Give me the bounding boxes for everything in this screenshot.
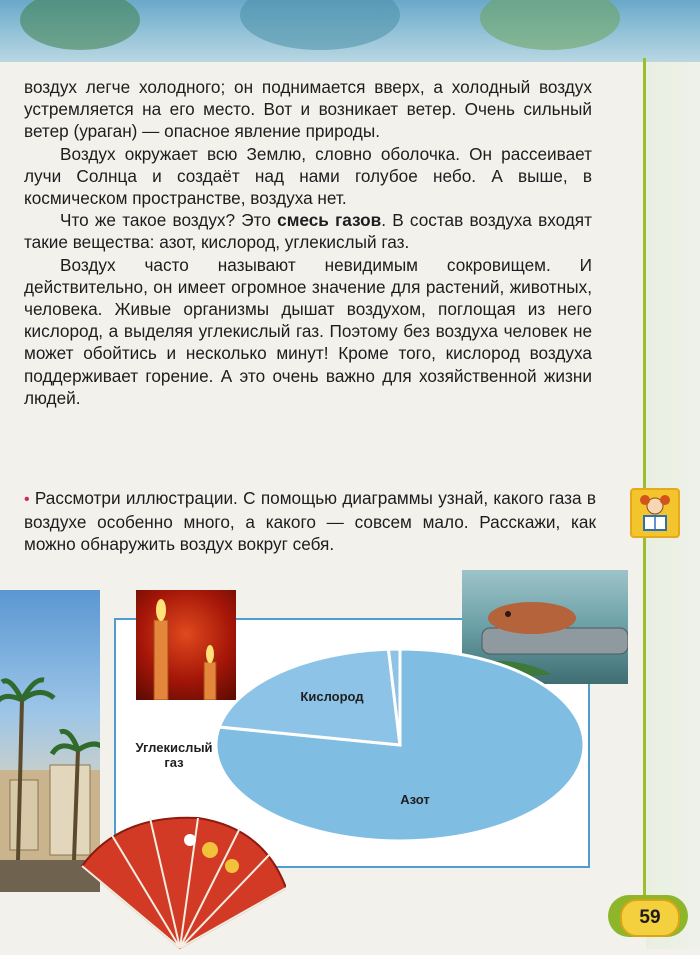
- paragraph-gas-mixture-start: Что же такое воздух? Это: [60, 210, 278, 231]
- pie-label-1: Азот: [400, 792, 430, 807]
- red-fan-illustration: [80, 810, 286, 950]
- paragraph-invisible-treasure: Воздух часто называют невидимым сокровищем. И действительно, он имеет огромное значение для растений, животных, человека. Живые организмы дышат воздухом, поглощая из него кислород, а выделяя углекислый газ. Поэтому без воздуха человек не может обойтись и несколько минут! Кроме того, кислород воздуха поддерживает горение. А это очень важно для хозяйственной жизни людей.: [24, 254, 592, 408]
- term-gas-mixture: смесь газов: [277, 210, 382, 231]
- task-bullet: •: [24, 491, 30, 508]
- page-number: 59: [620, 899, 680, 937]
- task-text: Рассмотри иллюстрации. С помощью диаграммы узнай, какого газа в воздухе особенно много, а какого — совсем мало. Расскажи, как можно обнаружить воздух вокруг себя.: [24, 488, 596, 555]
- pie-label-2: Кислород: [300, 689, 364, 704]
- paragraph-wind: воздух легче холодного; он поднимается вверх, а холодный воздух устремляется на его место. Вот и возникает ветер. Очень сильный ветер (ураган) — опасное явление природы.: [24, 77, 592, 142]
- paragraph-earth: Воздух окружает всю Землю, словно оболочка. Он рассеивает лучи Солнца и создаёт над нами голубое небо. А выше, в космическом пространстве, воздуха нет.: [24, 143, 592, 209]
- paragraph-gas-mixture-end: . В состав воздуха входят такие вещества: азот, кислород, углекислый газ.: [24, 210, 592, 253]
- pie-label-3: Углекислый газ: [135, 740, 213, 770]
